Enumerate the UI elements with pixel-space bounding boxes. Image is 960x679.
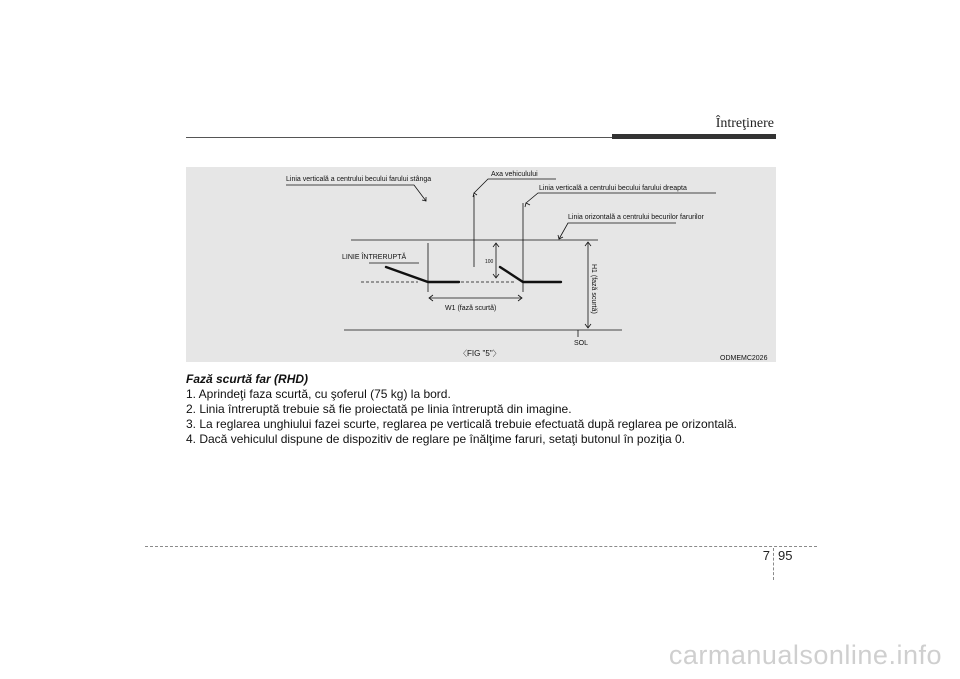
procedure-subheading: Fază scurtă far (RHD) <box>186 372 309 386</box>
headlight-aiming-figure <box>186 167 776 362</box>
procedure-step-1: 1. Aprindeţi faza scurtă, cu şoferul (75 kg) la bord. <box>186 387 451 401</box>
footer-rule <box>145 546 817 547</box>
label-100: 100 <box>485 259 494 265</box>
leader-horizontal <box>559 223 676 239</box>
label-cutoff-line: LINIE ÎNTRERUPTĂ <box>342 254 407 261</box>
label-left-vertical: Linia verticală a centrului becului farului stânga <box>286 176 432 183</box>
headlight-diagram <box>186 167 776 362</box>
label-horizontal: Linia orizontală a centrului becurilor farurilor <box>568 214 704 221</box>
leader-left-vertical <box>286 185 426 201</box>
right-cutoff-pattern <box>500 267 561 282</box>
label-vehicle-axis: Axa vehiculului <box>491 171 538 178</box>
watermark: carmanualsonline.info <box>668 640 942 670</box>
footer-divider <box>773 548 774 580</box>
label-ground: SOL <box>574 340 589 347</box>
procedure-text <box>186 372 776 447</box>
label-fig-caption: 〈FIG "5"〉 <box>459 349 501 358</box>
procedure-step-2: 2. Linia întreruptă trebuie să fie proiectată pe linia întreruptă din imagine. <box>186 402 572 416</box>
section-title: Întreţinere <box>715 116 774 131</box>
page-number: 95 <box>778 548 793 563</box>
procedure-step-4: 4. Dacă vehiculul dispune de dispozitiv de reglare pe înălţime faruri, setaţi butonul în poziţia 0. <box>186 432 685 446</box>
chapter-number: 7 <box>762 548 770 563</box>
label-right-vertical: Linia verticală a centrului becului farului dreapta <box>539 185 687 192</box>
label-figure-code: ODMEMC2026 <box>720 355 768 362</box>
label-h1: H1 (fază scurtă) <box>590 264 597 314</box>
label-w1: W1 (fază scurtă) <box>445 305 497 312</box>
procedure-step-3: 3. La reglarea unghiului fazei scurte, reglarea pe verticală trebuie efectuată după reglarea pe orizontală. <box>186 417 738 431</box>
header-rule-accent <box>612 134 776 139</box>
leader-right-vertical <box>526 193 716 203</box>
left-cutoff-pattern <box>386 267 459 282</box>
